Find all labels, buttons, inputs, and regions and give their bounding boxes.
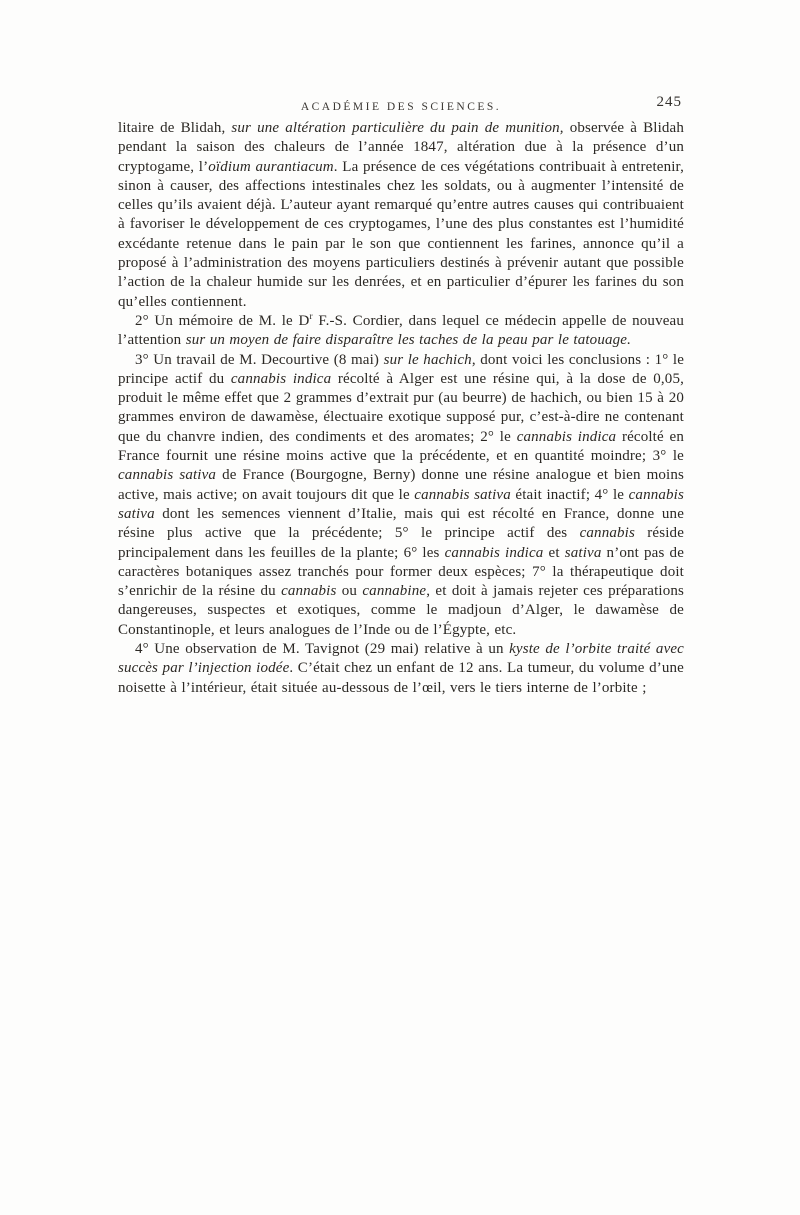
text-run: dont les semences viennent d’Italie, mais qui est récolté en France, donne une résine plus active que la précédente; 5° le principe actif des: [118, 505, 684, 542]
page-body: [118, 119, 684, 698]
text-run: . La présence de ces végétations contribuait à entretenir, sinon à causer, des affections intestinales chez les soldats, ou à augmenter l’intensité de celles qu’ils avaient déjà. L’auteur ayant remarqué qu’entre autres causes qui contribuaient à favoriser le développement de ces cryptogames, l’une des plus constantes est l’humidité excédante retenue dans le pain par le son que contiennent les farines, annonce qu’il a proposé à l’administration des moyens particuliers destinés à prévenir autant que possible l’action de la chaleur humide sur les denrées, et en particulier d’épurer les farines du son qu’elles contiennent.: [118, 158, 684, 310]
text-run: n’ont pas de caractères botaniques assez tranchés pour former deux espèces; 7° la thérapeutique doit s’enrichir de la résine du: [118, 544, 684, 600]
text-run: . C’était chez un enfant de 12 ans. La tumeur, du volume d’une noisette à l’intérieur, était située au-dessous de l’œil, vers le tiers interne de l’orbite ;: [118, 660, 684, 696]
italic-text-run: cannabis: [281, 583, 337, 600]
text-run: 2° Un mémoire de M. le D: [135, 312, 310, 329]
paragraph: [118, 119, 684, 312]
italic-text-run: sativa: [564, 544, 602, 561]
italic-text-run: sur un moyen de faire disparaître les taches de la peau par le tatouage.: [185, 332, 631, 349]
italic-text-run: cannabis: [579, 525, 635, 542]
running-title: ACADÉMIE DES SCIENCES.: [300, 101, 502, 113]
paragraph: [118, 351, 684, 640]
text-run: réside principalement dans les feuilles de la plante; 6° les: [118, 525, 684, 561]
italic-text-run: cannabis sativa: [118, 467, 217, 484]
italic-text-run: kyste de l’orbite traité avec succès par l’injection iodée: [118, 641, 684, 677]
text-run: observée à Blidah pendant la saison des chaleurs de l’année 1847, altération due à la présence d’un cryptogame, l’: [118, 120, 684, 175]
text-run: de France (Bourgogne, Berny) donne une résine analogue et bien moins active, mais active; on avait toujours dit que le: [118, 467, 685, 503]
page-header: [118, 94, 684, 115]
italic-text-run: oïdium aurantiacum: [208, 158, 334, 175]
text-run: , et doit à jamais rejeter ces préparations dangereuses, suspectes et exotiques, comme le madjoun d’Alger, le dawamèse de Constantinople, et leurs analogues de l’Inde ou de l’Égypte, etc.: [118, 583, 685, 638]
italic-text-run: cannabis indica: [444, 544, 544, 561]
text-run: était inactif; 4° le: [510, 486, 629, 503]
text-run: et: [543, 544, 565, 561]
text-run: F.-S. Cordier, dans lequel ce médecin appelle de nouveau l’attention: [118, 312, 684, 349]
italic-text-run: sur une altération particulière du pain de munition,: [231, 120, 564, 136]
paragraph: [118, 640, 684, 698]
paragraph: [118, 312, 684, 351]
text-run: , dont voici les conclusions : 1° le principe actif du: [118, 351, 685, 387]
italic-text-run: cannabis indica: [230, 370, 332, 387]
italic-text-run: cannabis sativa: [414, 486, 511, 503]
text-run: litaire de Blidah,: [118, 120, 232, 136]
text-run: ou: [336, 583, 363, 600]
italic-text-run: cannabis indica: [516, 428, 617, 445]
text-run: récolté en France fournit une résine moins active que la précédente, et en quantité moindre; 3° le: [118, 428, 685, 465]
text-run: r: [309, 311, 313, 322]
italic-text-run: sur le hachich: [383, 351, 472, 368]
italic-text-run: cannabis sativa: [118, 486, 684, 522]
text-run: 3° Un travail de M. Decourtive (8 mai): [135, 351, 384, 368]
text-run: 4° Une observation de M. Tavignot (29 mai) relative à un: [135, 641, 510, 658]
page-number: 245: [656, 94, 682, 110]
italic-text-run: cannabine: [362, 583, 427, 600]
text-run: récolté à Alger est une résine qui, à la dose de 0,05, produit le même effet que 2 grammes d’extrait pur (au beurre) de hachich, ou bien 15 à 20 grammes environ de dawamèse, électuaire exotique supposé pur, c’est-à-dire ne contenant que du chanvre indien, des condiments et des aromates; 2° le: [118, 370, 684, 445]
